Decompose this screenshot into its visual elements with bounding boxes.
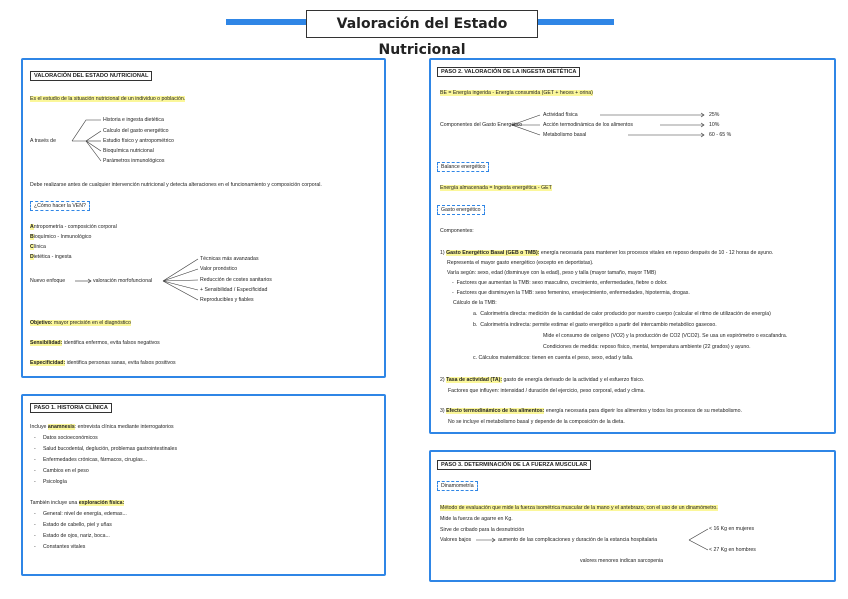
geb-line: Varía según: sexo, edad (disminuye con la edad), peso y talla (mayor tamaño, mayor TMB) <box>447 270 657 276</box>
anamnesis-hl: anamnesis <box>47 424 75 430</box>
geb-num: 1) <box>440 250 445 256</box>
geb-title <box>440 250 773 256</box>
definition <box>30 96 185 102</box>
abcd-rest: línica <box>33 244 46 250</box>
calc-item <box>473 311 771 317</box>
tecnica-item: Reducción de costes sanitarios <box>200 277 272 283</box>
especificidad-text: identifica personas sanas, evita falsos positivos <box>65 360 176 366</box>
componentes-gasto: Componentes del Gasto Energético <box>440 122 523 128</box>
nuevo-enfoque: Nuevo enfoque <box>30 278 66 284</box>
tecnica-item: Valor pronóstico <box>200 266 238 272</box>
especificidad <box>30 360 176 366</box>
abcd-item <box>30 244 46 250</box>
abcd-rest: ietética - ingesta <box>33 254 72 260</box>
calc-b-more: Condiciones de medida: reposo físico, mental, temperatura ambiente (22 grados) y ayuno. <box>543 344 751 350</box>
method-item: Historia e ingesta dietética <box>103 117 164 123</box>
calc-text: Calorimetría indirecta: permite estimar el gasto energético a partir del intercambio metabólico gaseoso. <box>480 322 717 328</box>
eta-text: energía necesaria para digerir los alimentos y todos los procesos de su metabolismo. <box>544 408 742 414</box>
expl-item-text: Estado de cabello, piel y uñas <box>42 522 112 528</box>
be-formula: BE = Energía ingerida - Energía consumida (GET + heces + orina) <box>440 90 593 96</box>
sensibilidad-label: Sensibilidad: <box>30 340 63 346</box>
box-historia-header: PASO 1. HISTORIA CLÍNICA <box>30 403 112 413</box>
valoracion-morfo: valoración morfofuncional <box>93 278 153 284</box>
anam-item-text: Salud bucodental, deglución, problemas gastrointestinales <box>42 446 178 452</box>
comp-pct: 60 - 65 % <box>709 132 732 138</box>
sensibilidad <box>30 340 160 346</box>
geb-line-text: Factores que aumentan la TMB: sexo masculino, crecimiento, enfermedades, fiebre o dolor. <box>456 280 668 286</box>
valores-bajos: Valores bajos <box>440 537 472 543</box>
calc-item <box>473 322 717 328</box>
calc-key: a. <box>473 311 478 317</box>
calc-text: Calorimetría directa: medición de la cantidad de calor producido por nuestro cuerpo (calcular el ritmo de utilización de energía) <box>480 311 771 317</box>
abcd-letter: B <box>30 234 34 240</box>
anam-item-text: Psicología <box>42 479 67 485</box>
especificidad-label: Especificidad: <box>30 360 66 366</box>
calc-c: c. Cálculos matemáticos: tienen en cuenta el peso, sexo, edad y talla. <box>473 355 634 361</box>
box-ingesta-header: PASO 2. VALORACIÓN DE LA INGESTA DIETÉTICA <box>437 67 580 77</box>
eta-line: No se incluye el metabolismo basal y depende de la composición de la dieta. <box>448 419 625 425</box>
calc-b-more: Mide el consumo de oxígeno (VO2) y la producción de CO2 (VCO2). Se usa un espirómetro o escafandra. <box>543 333 788 339</box>
abcd-item <box>30 234 91 240</box>
anam-item: - Datos socioeconómicos <box>34 435 98 441</box>
mide-text: Mide la fuerza de agarre en Kg. <box>440 516 513 522</box>
energia-almacenada: Energía almacenada = Ingesta energética - GET <box>440 185 552 191</box>
eta-title <box>440 408 742 414</box>
abcd-letter: D <box>30 254 34 260</box>
abcd-rest: ioquímico - Inmunológico <box>33 234 92 240</box>
comp-item: Acción termodinámica de los alimentos <box>543 122 633 128</box>
abcd-item <box>30 254 72 260</box>
expl-item-text: Estado de ojos, nariz, boca... <box>42 533 110 539</box>
anamnesis-pre: Incluye <box>30 424 48 430</box>
geb-text: energía necesaria para mantener los procesos vitales en reposo después de 10 - 12 horas de ayuno. <box>539 250 774 256</box>
anamnesis <box>30 424 174 430</box>
ta-title <box>440 377 644 383</box>
menores-text: valores menores indican sarcopenia <box>580 558 664 564</box>
exploracion-pre: También incluye una <box>30 500 79 506</box>
aumento-text: aumento de las complicaciones y duración de la estancia hospitalaria <box>498 537 658 543</box>
ta-line: Factores que influyen: intensidad / duración del ejercicio, peso corporal, edad y clima. <box>448 388 645 394</box>
expl-item: - Estado de cabello, piel y uñas <box>34 522 112 528</box>
eta-num: 3) <box>440 408 445 414</box>
geb-line: Cálculo de la TMB: <box>453 300 497 306</box>
method-item: Parámetros inmunológicos <box>103 158 165 164</box>
anam-item: - Enfermedades crónicas, fármacos, cirugías... <box>34 457 148 463</box>
abcd-item <box>30 224 117 230</box>
ta-hl: Tasa de actividad (TA): <box>446 377 503 383</box>
anam-item: - Cambios en el peso <box>34 468 89 474</box>
comp-pct: 25% <box>709 112 720 118</box>
geb-line: - Factores que disminuyen la TMB: sexo femenino, envejecimiento, enfermedades, hipotermia, drogas. <box>452 290 690 296</box>
sensibilidad-text: identifica enfermos, evita falsos negativos <box>62 340 160 346</box>
sirve-text: Sirve de cribado para la desnutrición <box>440 527 525 533</box>
box-fuerza-header: PASO 3. DETERMINACIÓN DE LA FUERZA MUSCULAR <box>437 460 591 470</box>
box-valoracion <box>21 58 386 378</box>
box-valoracion-header: VALORACIÓN DEL ESTADO NUTRICIONAL <box>30 71 152 81</box>
definition-text: Es el estudio de la situación nutricional de un individuo o población. <box>30 96 186 102</box>
metodo-text: Método de evaluación que mide la fuerza isométrica muscular de la mano y el antebrazo, con el uso de un dinamómetro. <box>440 505 718 511</box>
geb-line: Representa el mayor gasto energético (excepto en deportistas). <box>447 260 594 266</box>
abcd-rest: ntropometría - composición corporal <box>33 224 117 230</box>
objetivo <box>30 320 131 326</box>
expl-item: - General: nivel de energía, edemas... <box>34 511 127 517</box>
mujeres-text: < 16 Kg en mujeres <box>709 526 755 532</box>
tecnica-item: + Sensibilidad / Especificidad <box>200 287 268 293</box>
comp-pct: 10% <box>709 122 720 128</box>
anam-item: - Salud bucodental, deglución, problemas gastrointestinales <box>34 446 178 452</box>
expl-item: - Estado de ojos, nariz, boca... <box>34 533 110 539</box>
anam-item-text: Datos socioeconómicos <box>42 435 98 441</box>
method-item: Bioquímica nutricional <box>103 148 154 154</box>
expl-item: - Constantes vitales <box>34 544 86 550</box>
anam-item: - Psicología <box>34 479 67 485</box>
objetivo-text: mayor precisión en el diagnóstico <box>52 320 131 326</box>
ta-text: gasto de energía derivado de la actividad y el esfuerzo físico. <box>502 377 645 383</box>
anamnesis-post: : entrevista clínica mediante interrogatorios <box>74 424 174 430</box>
title-bar-right <box>536 19 614 25</box>
geb-line-text: Factores que disminuyen la TMB: sexo femenino, envejecimiento, enfermedades, hipotermia, drogas. <box>456 290 690 296</box>
geb-hl: Gasto Energético Basal (GEB o TMB): <box>446 250 540 256</box>
balance-label: Balance energético <box>437 162 489 172</box>
title-bar-left <box>226 19 306 25</box>
traves-label: A través de <box>30 138 56 144</box>
componentes-label: Componentes: <box>440 228 474 234</box>
exploracion-hl: exploración física: <box>78 500 125 506</box>
expl-item-text: General: nivel de energía, edemas... <box>42 511 127 517</box>
calc-key: b. <box>473 322 478 328</box>
abcd-letter: C <box>30 244 34 250</box>
objetivo-label: Objetivo: <box>30 320 53 326</box>
exploracion <box>30 500 124 506</box>
tecnica-item: Técnicas más avanzadas <box>200 256 259 262</box>
method-item: Estudio físico y antropométrico <box>103 138 174 144</box>
comp-item: Metabolismo basal <box>543 132 587 138</box>
anam-item-text: Enfermedades crónicas, fármacos, cirugías... <box>42 457 148 463</box>
tecnica-item: Reproducibles y fiables <box>200 297 254 303</box>
geb-line: - Factores que aumentan la TMB: sexo masculino, crecimiento, enfermedades, fiebre o dolor. <box>452 280 668 286</box>
hombres-text: < 27 Kg en hombres <box>709 547 756 553</box>
eta-hl: Efecto termodinámico de los alimentos: <box>446 408 545 414</box>
dinamometria-label: Dinamometría <box>437 481 478 491</box>
gasto-label: Gasto energético <box>437 205 485 215</box>
anam-item-text: Cambios en el peso <box>42 468 89 474</box>
how-label: ¿Cómo hacer la VEN? <box>30 201 90 211</box>
comp-item: Actividad física <box>543 112 578 118</box>
page-title: Valoración del Estado Nutricional <box>306 10 538 38</box>
ta-num: 2) <box>440 377 445 383</box>
expl-item-text: Constantes vitales <box>42 544 86 550</box>
before-text: Debe realizarse antes de cualquier intervención nutricional y detecta alteraciones en el funcionamiento y composición corporal. <box>30 182 322 188</box>
abcd-letter: A <box>30 224 34 230</box>
method-item: Calculo del gasto energético <box>103 128 169 134</box>
